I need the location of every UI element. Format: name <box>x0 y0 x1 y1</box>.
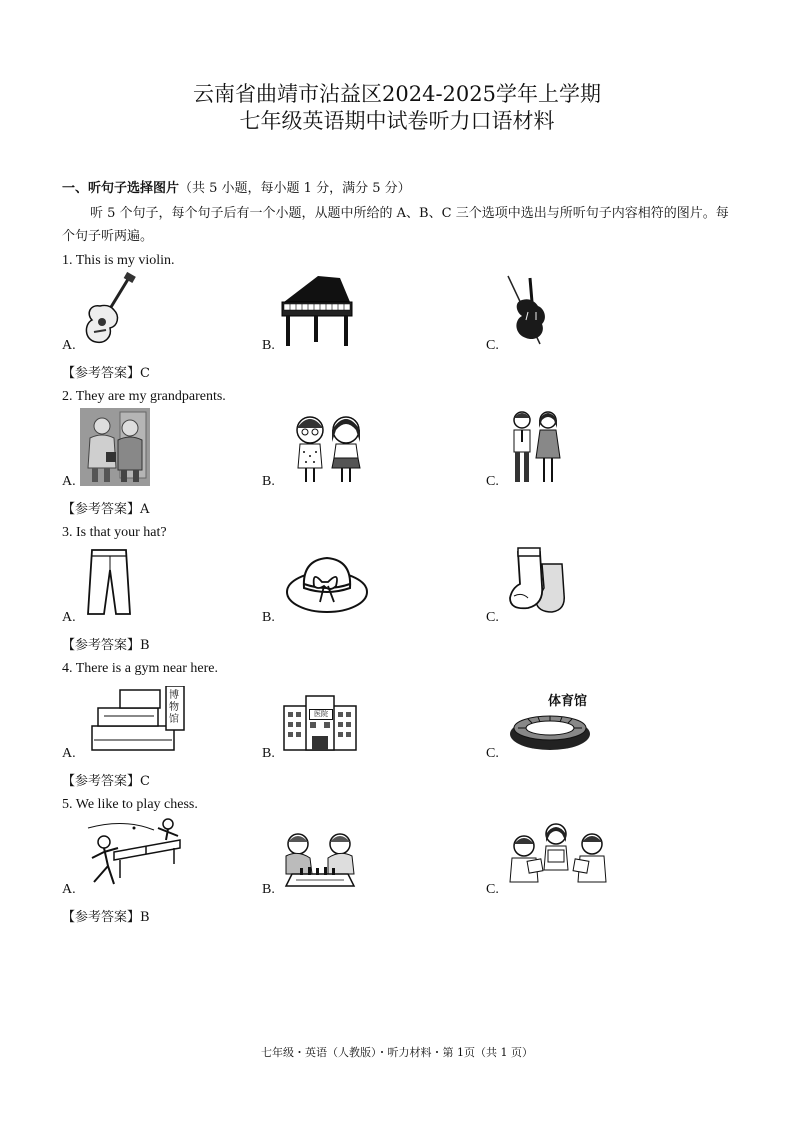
question-3-option-b-label: B. <box>262 610 275 625</box>
question-1-text: 1. This is my violin. <box>62 253 175 268</box>
question-2-option-c-label: C. <box>486 474 499 489</box>
question-2-option-b-label: B. <box>262 474 275 489</box>
question-1-option-b-label: B. <box>262 338 275 353</box>
chess-players-picture <box>282 830 358 890</box>
question-3-text: 3. Is that your hat? <box>62 525 167 540</box>
page-title-line-1: 云南省曲靖市沾益区2024-2025学年上学期 <box>193 82 601 106</box>
socks-icon <box>506 546 586 618</box>
page-footer: 七年级・英语（人教版）・听力材料・第 1页（共 1 页） <box>261 1046 533 1059</box>
boy-and-girl-picture <box>506 408 566 486</box>
guitar-icon <box>80 272 140 348</box>
hospital-building-drawing <box>282 692 358 754</box>
question-3-answer: 【参考答案】B <box>62 638 150 653</box>
kids-reading-picture <box>506 820 610 890</box>
question-2-answer: 【参考答案】A <box>62 502 150 517</box>
question-5-answer: 【参考答案】B <box>62 910 150 925</box>
question-5-option-a-label: A. <box>62 882 76 897</box>
question-5-option-b-label: B. <box>262 882 275 897</box>
section-instructions: 听 5 个句子，每个句子后有一个小题，从题中所给的 A、B、C 三个选项中选出与所听句子内容相符的图片。每个句子听两遍。 <box>62 206 729 244</box>
question-2-text: 2. They are my grandparents. <box>62 389 226 404</box>
trousers-icon <box>84 548 134 618</box>
ping-pong-picture <box>84 818 184 890</box>
question-3-option-c-label: C. <box>486 610 499 625</box>
section-heading-title: 一、听句子选择图片 <box>62 181 180 196</box>
question-4-answer: 【参考答案】C <box>62 774 150 789</box>
two-girls-picture <box>288 408 368 486</box>
violin-icon <box>500 272 560 348</box>
question-4-text: 4. There is a gym near here. <box>62 661 219 676</box>
hospital-building-picture <box>282 692 358 754</box>
question-4-option-c-label: C. <box>486 746 499 761</box>
question-1-option-c-label: C. <box>486 338 499 353</box>
question-4-option-b-label: B. <box>262 746 275 761</box>
question-1-option-a-label: A. <box>62 338 76 353</box>
museum-sign: 博物馆 <box>169 690 179 725</box>
hat-icon <box>284 552 370 616</box>
question-5-text: 5. We like to play chess. <box>62 797 198 812</box>
question-2-option-a-label: A. <box>62 474 76 489</box>
page-title-line-2: 七年级英语期中试卷听力口语材料 <box>239 109 555 133</box>
question-5-option-c-label: C. <box>486 882 499 897</box>
hospital-sign: 医院 <box>309 709 333 720</box>
section-heading-meta: （共 5 小题，每小题 1 分，满分 5 分） <box>179 181 411 196</box>
stadium-picture <box>508 690 592 754</box>
question-1-answer: 【参考答案】C <box>62 366 150 381</box>
question-4-option-a-label: A. <box>62 746 76 761</box>
piano-icon <box>278 272 358 350</box>
stadium-sign: 体育馆 <box>548 694 588 709</box>
museum-building-picture <box>90 686 186 754</box>
stadium-drawing <box>508 710 592 754</box>
question-3-option-a-label: A. <box>62 610 76 625</box>
section-heading <box>62 177 411 196</box>
grandparents-picture <box>80 408 150 486</box>
